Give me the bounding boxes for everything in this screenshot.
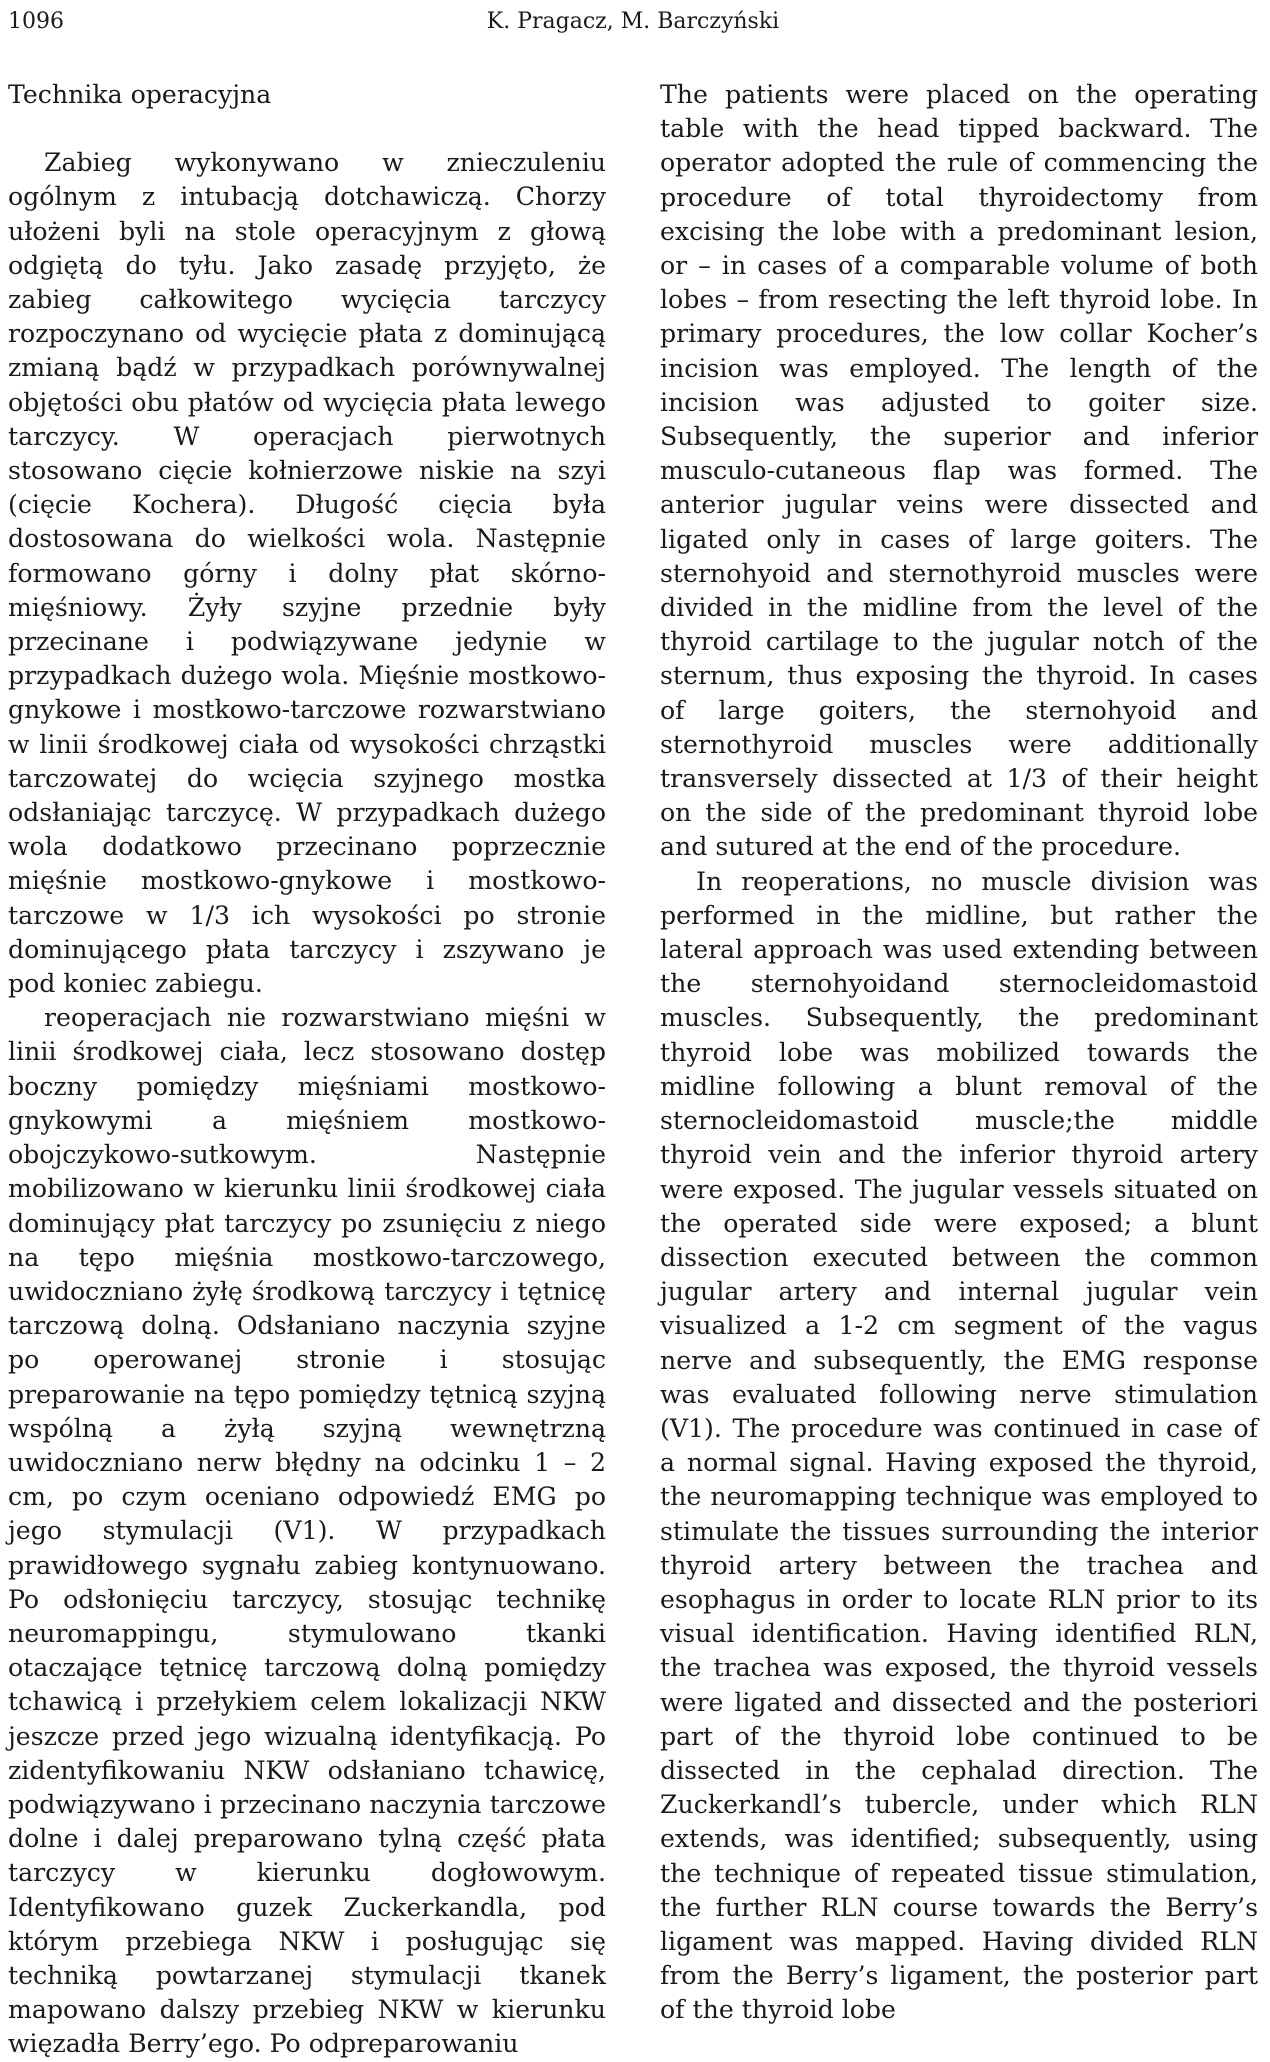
paragraph: The patients were placed on the operating table with the head tipped backward. The operator adopted the rule of commencing the procedure of total thyroidectomy from excising the lobe with a predominant lesion, or – in cases of a comparable volume of both lobes – from resecting the left thyroid lobe. In primary procedures, the low collar Kocher’s incision was employed. The length of the incision was adjusted to goiter size. Subsequently, the superior and inferior musculo-cutaneous flap was formed. The anterior jugular veins were dissected and ligated only in cases of large goiters. The sternohyoid and sternothyroid muscles were divided in the midline from the level of the thyroid cartilage to the jugular notch of the sternum, thus exposing the thyroid. In cases of large goiters, the sternohyoid and sternothyroid muscles were additionally transversely dissected at 1/3 of their height on the side of the predominant thyroid lobe and sutured at the end of the procedure. [660, 80, 1258, 862]
section-title: Technika operacyjna [8, 80, 272, 109]
page-number: 1096 [8, 9, 64, 34]
paragraph: In reoperations, no muscle division was performed in the midline, but rather the lateral approach was used extending between the sternohyoidand sternocleidomastoid muscles. Subsequently, the predominant thyroid lobe was mobilized towards the midline following a blunt removal of the sternocleidomastoid muscle;the middle thyroid vein and the inferior thyroid artery were exposed. The jugular vessels situated on the operated side were exposed; a blunt dissection executed between the common jugular artery and internal jugular vein visualized a 1-2 cm segment of the vagus nerve and subsequently, the EMG response was evaluated following nerve stimulation (V1). The procedure was continued in case of a normal signal. Having exposed the thyroid, the neuromapping technique was employed to stimulate the tissues surrounding the interior thyroid artery between the trachea and esophagus in order to locate RLN prior to its visual identification. Having identified RLN, the trachea was exposed, the thyroid vessels were ligated and dissected and the posteriori part of the thyroid lobe continued to be dissected in the cephalad direction. The Zuckerkandl’s tubercle, under which RLN extends, was identified; subsequently, using the technique of repeated tissue stimulation, the further RLN course towards the Berry’s ligament was mapped. Having divided RLN from the Berry’s ligament, the posterior part of the thyroid lobe [660, 866, 1258, 2025]
page-header [8, 6, 1258, 38]
running-head-authors: K. Pragacz, M. Barczyński [486, 9, 780, 34]
paragraph: Zabieg wykonywano w znieczuleniu ogólnym z intubacją dotchawiczą. Chorzy ułożeni byli na stole operacyjnym z głową odgiętą do tyłu. Jako zasadę przyjęto, że zabieg całkowitego wycięcia tarczycy rozpoczynano od wycięcie płata z dominującą zmianą bądź w przypadkach porównywalnej objętości obu płatów od wycięcia płata lewego tarczycy. W operacjach pierwotnych stosowano cięcie kołnierzowe niskie na szyi (cięcie Kochera). Długość cięcia była dostosowana do wielkości wola. Następnie formowano górny i dolny płat skórno-mięśniowy. Żyły szyjne przednie były przecinane i podwiązywane jedynie w przypadkach dużego wola. Mięśnie mostkowo-gnykowe i mostkowo-tarczowe rozwarstwiano w linii środkowej ciała od wysokości chrząstki tarczowatej do wcięcia szyjnego mostka odsłaniając tarczycę. W przypadkach dużego wola dodatkowo przecinano poprzecznie mięśnie mostkowo-gnykowe i mostkowo-tarczowe w 1/3 ich wysokości po stronie dominującego płata tarczycy i zszywano je pod koniec zabiegu. [8, 148, 606, 999]
left-column-polish [8, 78, 606, 2059]
paragraph: reoperacjach nie rozwarstwiano mięśni w linii środkowej ciała, lecz stosowano dostęp boczny pomiędzy mięśniami mostkowo-gnykowymi a mięśniem mostkowo-obojczykowo-sutkowym. Następnie mobilizowano w kierunku linii środkowej ciała dominujący płat tarczycy po zsunięciu z niego na tępo mięśnia mostkowo-tarczowego, uwidoczniano żyłę środkową tarczycy i tętnicę tarczową dolną. Odsłaniano naczynia szyjne po operowanej stronie i stosując preparowanie na tępo pomiędzy tętnicą szyjną wspólną a żyłą szyjną wewnętrzną uwidoczniano nerw błędny na odcinku 1 – 2 cm, po czym oceniano odpowiedź EMG po jego stymulacji (V1). W przypadkach prawidłowego sygnału zabieg kontynuowano. Po odsłonięciu tarczycy, stosując technikę neuromappingu, stymulowano tkanki otaczające tętnicę tarczową dolną pomiędzy tchawicą i przełykiem celem lokalizacji NKW jeszcze przed jego wizualną identyfikacją. Po zidentyfikowaniu NKW odsłaniano tchawicę, podwiązywano i przecinano naczynia tarczowe dolne i dalej preparowano tylną część płata tarczycy w kierunku dogłowowym. Identyfikowano guzek Zuckerkandla, pod którym przebiega NKW i posługując się techniką powtarzanej stymulacji tkanek mapowano dalszy przebieg NKW w kierunku więzadła Berry’ego. Po odpreparowaniu [8, 1003, 606, 2059]
right-column-english [660, 78, 1258, 2025]
